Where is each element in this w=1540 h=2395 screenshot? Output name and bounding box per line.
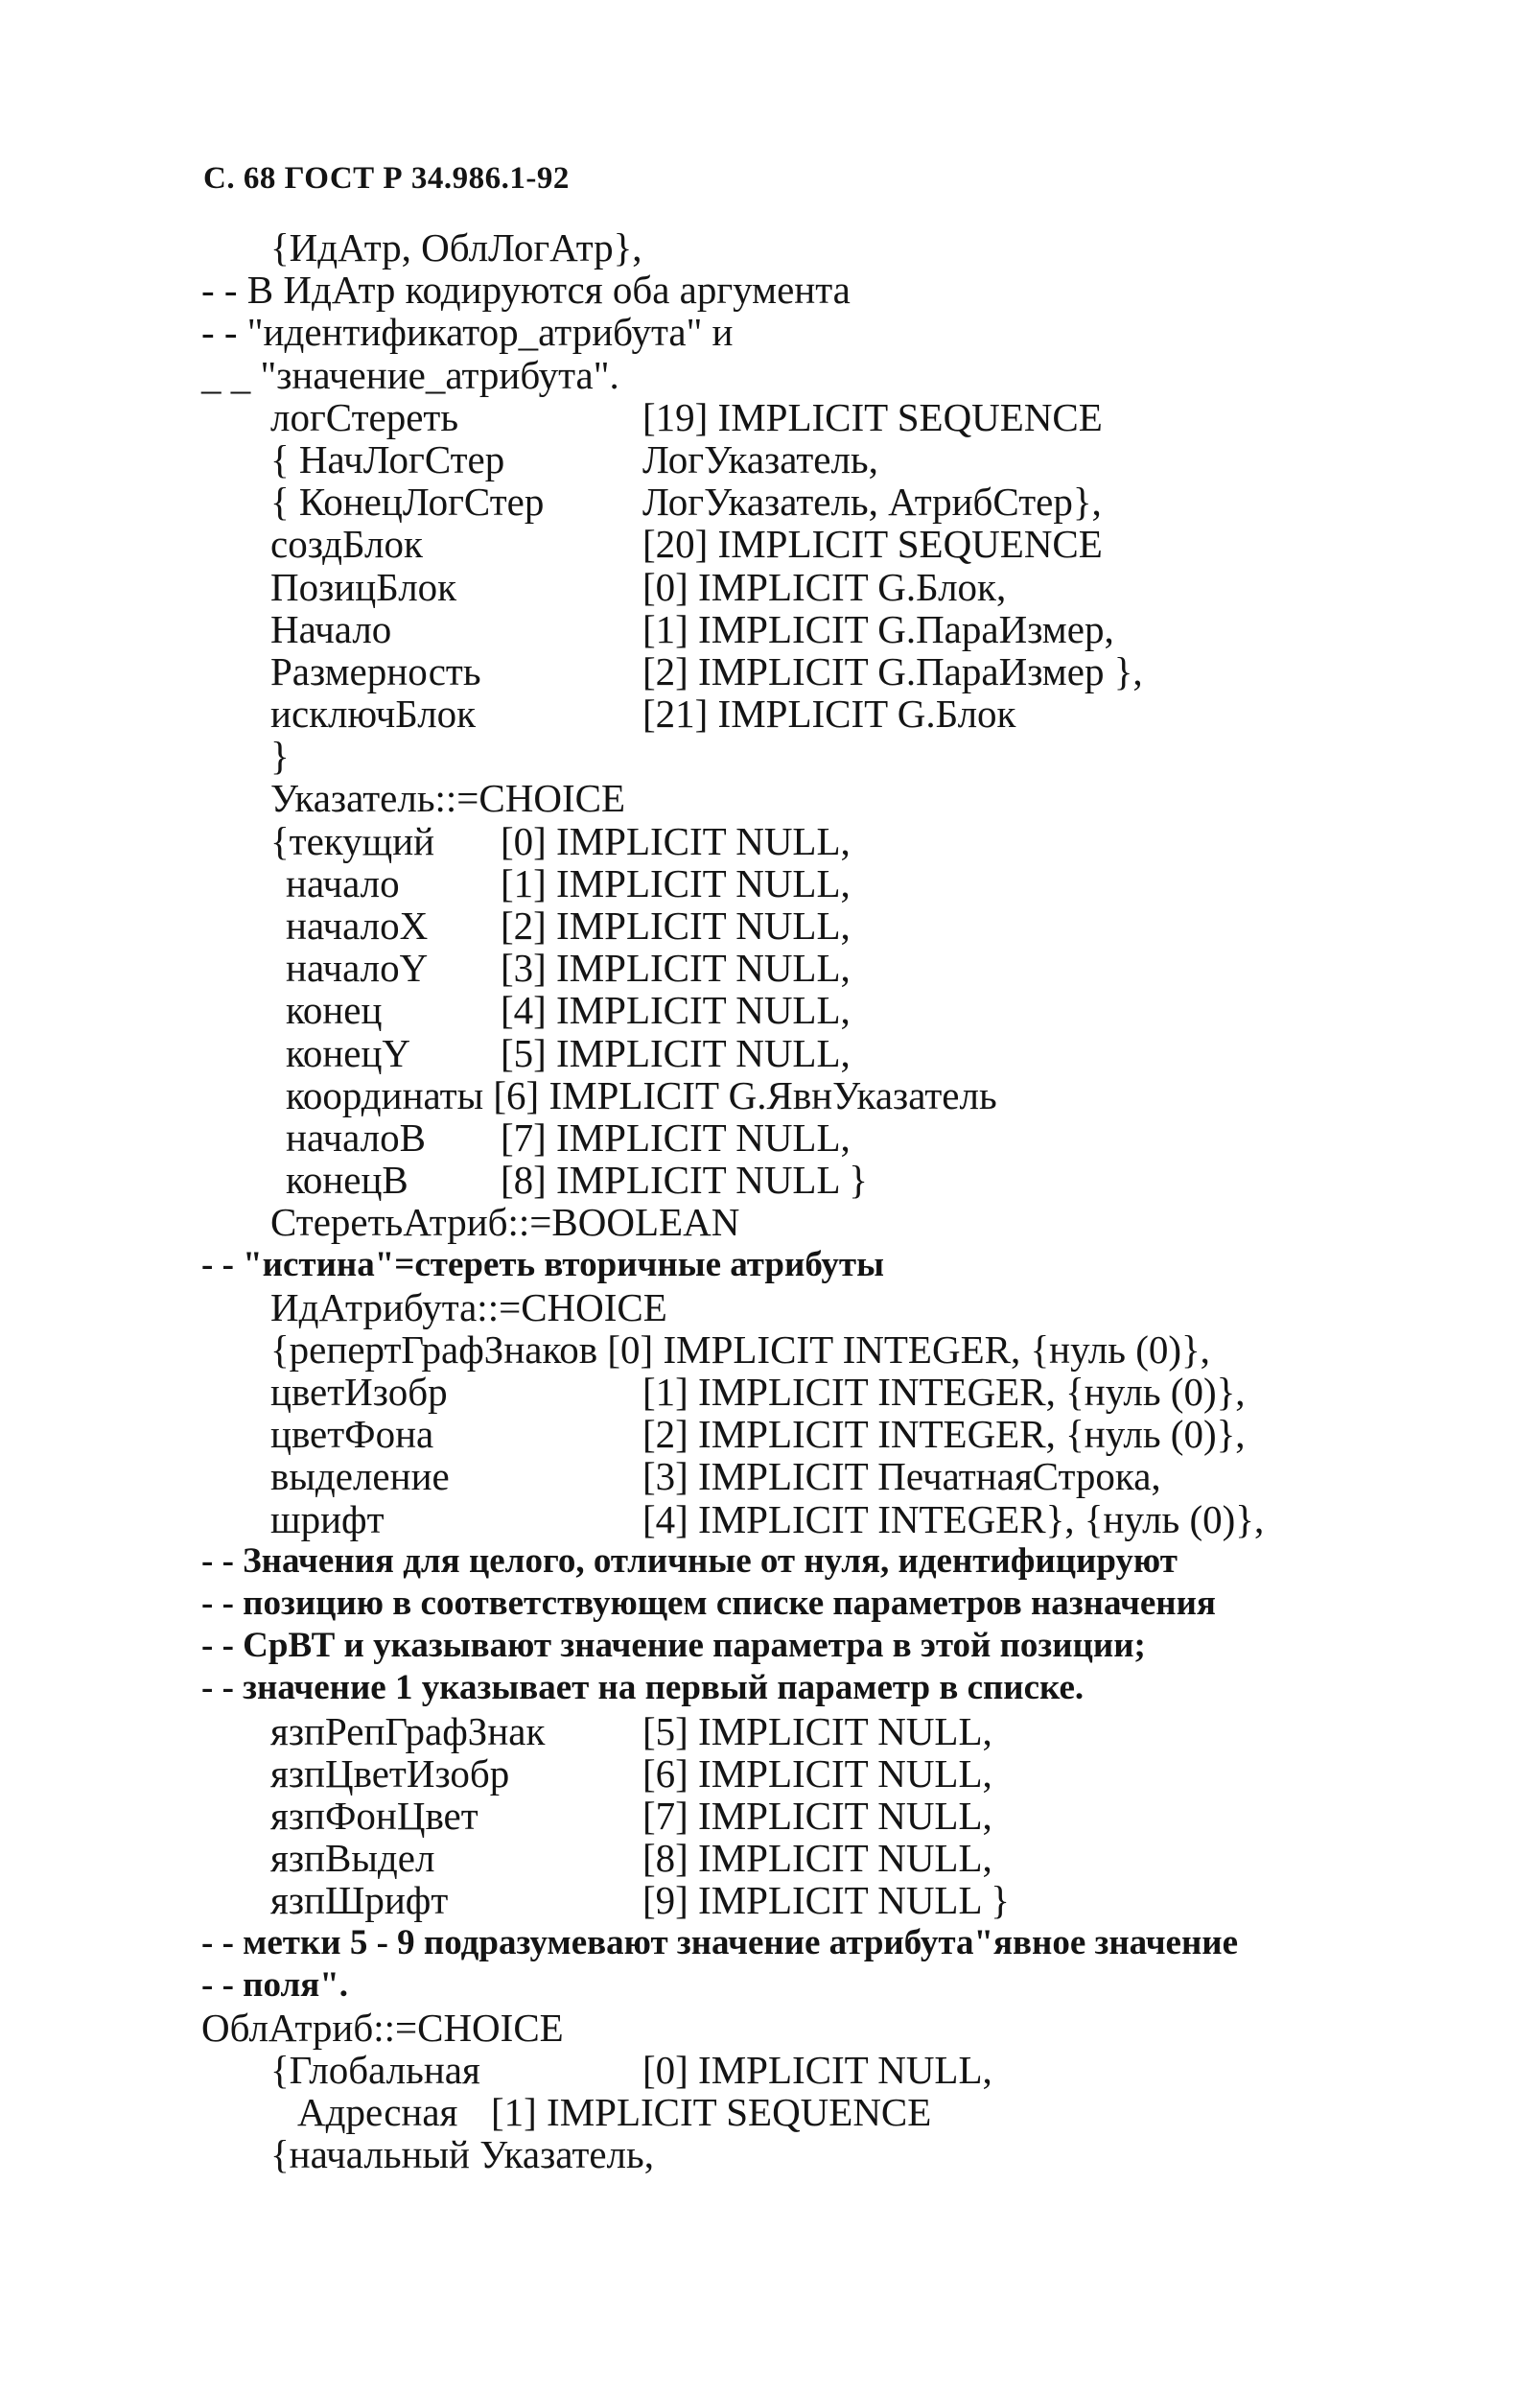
- code-line: [201, 311, 1525, 353]
- line-definition: [0] IMPLICIT NULL,: [642, 2048, 992, 2093]
- line-definition: [2] IMPLICIT G.ПараИзмер },: [642, 648, 1143, 693]
- code-line: [201, 566, 1525, 608]
- line-text: конецY: [286, 1030, 411, 1075]
- line-definition: [2] IMPLICIT NULL,: [501, 904, 851, 948]
- line-text: _ _ "значение_атрибута".: [201, 352, 619, 397]
- line-text: язпЦветИзобр: [270, 1750, 510, 1796]
- line-definition: ЛогУказатель, АтрибСтер},: [642, 480, 1102, 525]
- line-definition: [8] IMPLICIT NULL,: [642, 1836, 992, 1881]
- line-text: - - В ИдАтр кодируются оба аргумента: [201, 268, 851, 313]
- code-line: [201, 608, 1525, 650]
- code-line: [201, 354, 1525, 396]
- line-text: цветИзобр: [270, 1370, 448, 1415]
- comment-line: [201, 1540, 1525, 1583]
- comment-line: [201, 1583, 1525, 1625]
- line-text: {Глобальная: [270, 2048, 480, 2093]
- line-definition: [21] IMPLICIT G.Блок: [642, 692, 1016, 737]
- code-line: [201, 1455, 1525, 1497]
- line-text: - - "идентификатор_атрибута" и: [201, 310, 734, 355]
- code-line: [201, 693, 1525, 735]
- line-text: ОблАтриб::=CHOICE: [201, 2005, 564, 2050]
- line-text: координаты [6] IMPLICIT G.ЯвнУказатель: [286, 1072, 997, 1117]
- line-text: логСтереть: [270, 394, 459, 439]
- code-line: [201, 2133, 1525, 2175]
- line-text: {репертГрафЗнаков [0] IMPLICIT INTEGER, {нуль (0)},: [270, 1327, 1210, 1372]
- code-line: [201, 820, 1525, 862]
- line-text: - - "истина"=стереть вторичные атрибуты: [201, 1244, 884, 1284]
- asn1-listing: [201, 226, 1525, 2176]
- code-line: [201, 2007, 1525, 2049]
- line-text: Адресная: [297, 2090, 458, 2135]
- code-line: [201, 226, 1525, 269]
- code-line: [201, 2091, 1525, 2133]
- code-line: [201, 1371, 1525, 1413]
- line-definition: [1] IMPLICIT NULL,: [501, 860, 851, 905]
- line-text: создБлок: [270, 522, 423, 567]
- code-line: [201, 947, 1525, 989]
- line-definition: [1] IMPLICIT G.ПараИзмер,: [642, 606, 1114, 651]
- line-text: конец: [286, 988, 383, 1033]
- page-header: С. 68 ГОСТ Р 34.986.1-92: [203, 161, 570, 196]
- line-definition: [4] IMPLICIT INTEGER}, {нуль (0)},: [642, 1496, 1265, 1541]
- line-text: начало: [286, 860, 400, 905]
- code-line: [201, 1032, 1525, 1074]
- line-definition: [4] IMPLICIT NULL,: [501, 988, 851, 1033]
- line-definition: [2] IMPLICIT INTEGER, {нуль (0)},: [642, 1412, 1246, 1457]
- line-text: началоB: [286, 1115, 426, 1160]
- code-line: [201, 777, 1525, 819]
- comment-line: [201, 1667, 1525, 1709]
- line-text: язпРепГрафЗнак: [270, 1708, 546, 1753]
- code-line: [201, 1837, 1525, 1879]
- code-line: [201, 396, 1525, 438]
- line-definition: [5] IMPLICIT NULL,: [501, 1030, 851, 1075]
- line-text: ИдАтрибута::=CHOICE: [270, 1284, 667, 1329]
- code-line: [201, 269, 1525, 311]
- line-text: шрифт: [270, 1496, 385, 1541]
- line-text: - - значение 1 указывает на первый параметр в списке.: [201, 1668, 1085, 1708]
- code-line: [201, 904, 1525, 947]
- line-definition: [3] IMPLICIT ПечатнаяСтрока,: [642, 1454, 1161, 1499]
- code-line: [201, 1710, 1525, 1752]
- line-definition: [5] IMPLICIT NULL,: [642, 1708, 992, 1753]
- line-definition: ЛогУказатель,: [642, 436, 878, 481]
- line-definition: [9] IMPLICIT NULL }: [642, 1878, 1010, 1923]
- code-line: [201, 1413, 1525, 1455]
- line-text: началоY: [286, 946, 429, 991]
- comment-line: [201, 1922, 1525, 1964]
- comment-line: [201, 1964, 1525, 2007]
- line-text: - - метки 5 - 9 подразумевают значение атрибута"явное значение: [201, 1922, 1239, 1962]
- line-text: {текущий: [270, 818, 435, 863]
- line-text: конецB: [286, 1158, 408, 1203]
- code-line: [201, 1286, 1525, 1328]
- line-definition: [1] IMPLICIT SEQUENCE: [491, 2090, 932, 2135]
- line-text: - - СрВТ и указывают значение параметра в этой позиции;: [201, 1626, 1146, 1666]
- line-text: - - Значения для целого, отличные от нуля, идентифицируют: [201, 1540, 1178, 1581]
- code-line: [201, 481, 1525, 523]
- line-definition: [8] IMPLICIT NULL }: [501, 1158, 868, 1203]
- line-text: {начальный Указатель,: [270, 2132, 654, 2177]
- line-definition: [7] IMPLICIT NULL,: [501, 1115, 851, 1160]
- line-definition: [0] IMPLICIT G.Блок,: [642, 564, 1007, 609]
- line-definition: [7] IMPLICIT NULL,: [642, 1793, 992, 1838]
- line-text: { НачЛогСтер: [270, 436, 505, 481]
- code-line: [201, 1498, 1525, 1540]
- line-text: - - позицию в соответствующем списке параметров назначения: [201, 1584, 1216, 1623]
- code-line: [201, 1795, 1525, 1837]
- line-text: язпВыдел: [270, 1836, 435, 1881]
- code-line: [201, 1752, 1525, 1795]
- line-text: Начало: [270, 606, 392, 651]
- code-line: [201, 438, 1525, 481]
- code-line: [201, 2049, 1525, 2091]
- line-text: выделение: [270, 1454, 450, 1499]
- code-line: [201, 650, 1525, 693]
- line-definition: [0] IMPLICIT NULL,: [501, 818, 851, 863]
- comment-line: [201, 1625, 1525, 1667]
- line-definition: [1] IMPLICIT INTEGER, {нуль (0)},: [642, 1370, 1246, 1415]
- line-text: {ИдАтр, ОблЛогАтр},: [270, 225, 642, 270]
- line-definition: [6] IMPLICIT NULL,: [642, 1750, 992, 1796]
- code-line: [201, 1201, 1525, 1243]
- line-text: Размерность: [270, 648, 481, 693]
- line-definition: [3] IMPLICIT NULL,: [501, 946, 851, 991]
- code-line: [201, 862, 1525, 904]
- line-text: }: [270, 734, 290, 779]
- line-text: язпШрифт: [270, 1878, 449, 1923]
- code-line: [201, 1159, 1525, 1201]
- code-line: [201, 1879, 1525, 1921]
- line-text: исключБлок: [270, 692, 477, 737]
- comment-line: [201, 1244, 1525, 1286]
- code-line: [201, 1116, 1525, 1159]
- line-text: СтеретьАтриб::=BOOLEAN: [270, 1200, 740, 1245]
- line-text: цветФона: [270, 1412, 434, 1457]
- line-text: { КонецЛогСтер: [270, 480, 545, 525]
- code-line: [201, 735, 1525, 777]
- line-text: ПозицБлок: [270, 564, 457, 609]
- code-line: [201, 989, 1525, 1031]
- code-line: [201, 1074, 1525, 1116]
- line-text: язпФонЦвет: [270, 1793, 478, 1838]
- code-line: [201, 1328, 1525, 1371]
- line-text: началоX: [286, 904, 429, 948]
- line-definition: [19] IMPLICIT SEQUENCE: [642, 394, 1103, 439]
- line-definition: [20] IMPLICIT SEQUENCE: [642, 522, 1103, 567]
- line-text: Указатель::=CHOICE: [270, 776, 626, 821]
- code-line: [201, 523, 1525, 565]
- line-text: - - поля".: [201, 1964, 349, 2005]
